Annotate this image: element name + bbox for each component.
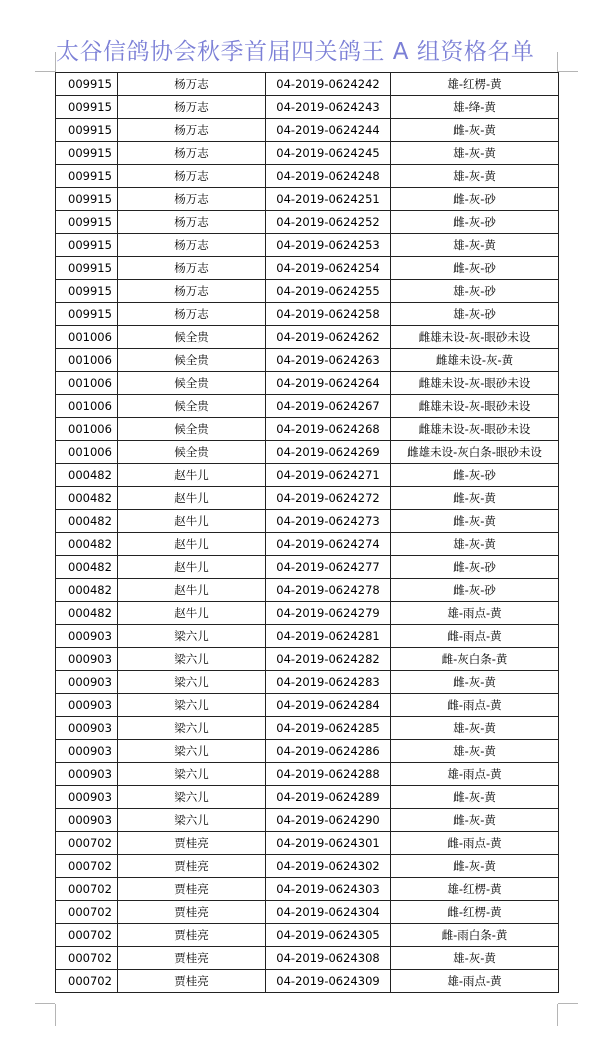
pigeon-description-cell: 雌-灰-黄 xyxy=(391,786,559,809)
table-row xyxy=(56,280,559,303)
pigeon-description-cell: 雄-灰-黄 xyxy=(391,165,559,188)
member-id-cell: 001006 xyxy=(56,372,118,395)
table-row xyxy=(56,786,559,809)
qualification-table xyxy=(55,72,559,993)
member-id-cell: 001006 xyxy=(56,441,118,464)
ring-number-cell: 04-2019-0624305 xyxy=(266,924,391,947)
member-id-cell: 009915 xyxy=(56,165,118,188)
ring-number-cell: 04-2019-0624277 xyxy=(266,556,391,579)
table-row xyxy=(56,947,559,970)
pigeon-description-cell: 雌-灰-砂 xyxy=(391,579,559,602)
ring-number-cell: 04-2019-0624304 xyxy=(266,901,391,924)
member-id-cell: 000702 xyxy=(56,947,118,970)
owner-name-cell: 梁六儿 xyxy=(118,763,266,786)
pigeon-description-cell: 雄-红楞-黄 xyxy=(391,73,559,96)
owner-name-cell: 杨万志 xyxy=(118,142,266,165)
owner-name-cell: 杨万志 xyxy=(118,165,266,188)
pigeon-description-cell: 雌-灰-砂 xyxy=(391,464,559,487)
owner-name-cell: 梁六儿 xyxy=(118,809,266,832)
owner-name-cell: 贾桂亮 xyxy=(118,947,266,970)
pigeon-description-cell: 雌雄未设-灰白条-眼砂未设 xyxy=(391,441,559,464)
pigeon-description-cell: 雌雄未设-灰-眼砂未设 xyxy=(391,418,559,441)
document-title: 太谷信鸽协会秋季首届四关鸽王 A 组资格名单 xyxy=(56,39,535,65)
ring-number-cell: 04-2019-0624308 xyxy=(266,947,391,970)
owner-name-cell: 梁六儿 xyxy=(118,671,266,694)
table-row xyxy=(56,579,559,602)
ring-number-cell: 04-2019-0624289 xyxy=(266,786,391,809)
pigeon-description-cell: 雄-雨点-黄 xyxy=(391,602,559,625)
table-row xyxy=(56,303,559,326)
ring-number-cell: 04-2019-0624279 xyxy=(266,602,391,625)
owner-name-cell: 赵牛儿 xyxy=(118,556,266,579)
ring-number-cell: 04-2019-0624272 xyxy=(266,487,391,510)
pigeon-description-cell: 雄-灰-黄 xyxy=(391,947,559,970)
crop-mark-bottom-left-horizontal xyxy=(35,1003,55,1004)
pigeon-description-cell: 雌-灰-黄 xyxy=(391,855,559,878)
member-id-cell: 000903 xyxy=(56,648,118,671)
pigeon-description-cell: 雌雄未设-灰-眼砂未设 xyxy=(391,395,559,418)
owner-name-cell: 梁六儿 xyxy=(118,740,266,763)
table-row xyxy=(56,924,559,947)
ring-number-cell: 04-2019-0624271 xyxy=(266,464,391,487)
member-id-cell: 000903 xyxy=(56,625,118,648)
pigeon-description-cell: 雄-灰-黄 xyxy=(391,142,559,165)
owner-name-cell: 候全贵 xyxy=(118,349,266,372)
member-id-cell: 000702 xyxy=(56,901,118,924)
crop-mark-top-right-horizontal xyxy=(558,71,578,72)
pigeon-description-cell: 雌-灰-砂 xyxy=(391,188,559,211)
owner-name-cell: 候全贵 xyxy=(118,372,266,395)
ring-number-cell: 04-2019-0624251 xyxy=(266,188,391,211)
member-id-cell: 000903 xyxy=(56,809,118,832)
ring-number-cell: 04-2019-0624244 xyxy=(266,119,391,142)
member-id-cell: 001006 xyxy=(56,418,118,441)
ring-number-cell: 04-2019-0624278 xyxy=(266,579,391,602)
pigeon-description-cell: 雌雄未设-灰-眼砂未设 xyxy=(391,326,559,349)
pigeon-description-cell: 雄-绛-黄 xyxy=(391,96,559,119)
ring-number-cell: 04-2019-0624263 xyxy=(266,349,391,372)
table-row xyxy=(56,73,559,96)
member-id-cell: 009915 xyxy=(56,257,118,280)
pigeon-description-cell: 雄-灰-砂 xyxy=(391,280,559,303)
table-row xyxy=(56,188,559,211)
member-id-cell: 009915 xyxy=(56,280,118,303)
ring-number-cell: 04-2019-0624252 xyxy=(266,211,391,234)
table-row xyxy=(56,418,559,441)
pigeon-description-cell: 雌-灰-黄 xyxy=(391,671,559,694)
table-row xyxy=(56,901,559,924)
pigeon-description-cell: 雄-灰-黄 xyxy=(391,533,559,556)
member-id-cell: 009915 xyxy=(56,234,118,257)
table-row xyxy=(56,510,559,533)
ring-number-cell: 04-2019-0624274 xyxy=(266,533,391,556)
ring-number-cell: 04-2019-0624301 xyxy=(266,832,391,855)
member-id-cell: 009915 xyxy=(56,142,118,165)
member-id-cell: 009915 xyxy=(56,73,118,96)
ring-number-cell: 04-2019-0624248 xyxy=(266,165,391,188)
table-row xyxy=(56,648,559,671)
ring-number-cell: 04-2019-0624309 xyxy=(266,970,391,993)
table-row xyxy=(56,165,559,188)
member-id-cell: 000702 xyxy=(56,970,118,993)
table-row xyxy=(56,464,559,487)
owner-name-cell: 杨万志 xyxy=(118,257,266,280)
pigeon-description-cell: 雌-红楞-黄 xyxy=(391,901,559,924)
owner-name-cell: 梁六儿 xyxy=(118,717,266,740)
member-id-cell: 001006 xyxy=(56,326,118,349)
pigeon-description-cell: 雌-灰-黄 xyxy=(391,487,559,510)
member-id-cell: 000903 xyxy=(56,763,118,786)
ring-number-cell: 04-2019-0624262 xyxy=(266,326,391,349)
crop-mark-bottom-right-horizontal xyxy=(558,1003,578,1004)
pigeon-description-cell: 雄-灰-黄 xyxy=(391,717,559,740)
member-id-cell: 000482 xyxy=(56,510,118,533)
table-row xyxy=(56,326,559,349)
ring-number-cell: 04-2019-0624254 xyxy=(266,257,391,280)
owner-name-cell: 赵牛儿 xyxy=(118,533,266,556)
pigeon-description-cell: 雌-灰白条-黄 xyxy=(391,648,559,671)
owner-name-cell: 贾桂亮 xyxy=(118,878,266,901)
member-id-cell: 009915 xyxy=(56,96,118,119)
member-id-cell: 000702 xyxy=(56,878,118,901)
table-body xyxy=(56,73,559,993)
table-row xyxy=(56,234,559,257)
pigeon-description-cell: 雌-灰-黄 xyxy=(391,119,559,142)
owner-name-cell: 赵牛儿 xyxy=(118,510,266,533)
crop-mark-top-left-horizontal xyxy=(35,71,55,72)
owner-name-cell: 贾桂亮 xyxy=(118,924,266,947)
crop-mark-bottom-right-vertical xyxy=(557,1004,558,1026)
table-row xyxy=(56,855,559,878)
pigeon-description-cell: 雌-灰-黄 xyxy=(391,809,559,832)
ring-number-cell: 04-2019-0624269 xyxy=(266,441,391,464)
member-id-cell: 001006 xyxy=(56,349,118,372)
ring-number-cell: 04-2019-0624243 xyxy=(266,96,391,119)
member-id-cell: 009915 xyxy=(56,188,118,211)
ring-number-cell: 04-2019-0624285 xyxy=(266,717,391,740)
owner-name-cell: 杨万志 xyxy=(118,119,266,142)
table-row xyxy=(56,96,559,119)
table-row xyxy=(56,602,559,625)
pigeon-description-cell: 雌-灰-黄 xyxy=(391,510,559,533)
pigeon-description-cell: 雄-灰-砂 xyxy=(391,303,559,326)
owner-name-cell: 贾桂亮 xyxy=(118,832,266,855)
owner-name-cell: 赵牛儿 xyxy=(118,487,266,510)
table-row xyxy=(56,740,559,763)
owner-name-cell: 赵牛儿 xyxy=(118,579,266,602)
owner-name-cell: 候全贵 xyxy=(118,441,266,464)
member-id-cell: 000482 xyxy=(56,487,118,510)
ring-number-cell: 04-2019-0624268 xyxy=(266,418,391,441)
owner-name-cell: 杨万志 xyxy=(118,73,266,96)
table-row xyxy=(56,694,559,717)
member-id-cell: 009915 xyxy=(56,119,118,142)
member-id-cell: 000903 xyxy=(56,717,118,740)
ring-number-cell: 04-2019-0624242 xyxy=(266,73,391,96)
pigeon-description-cell: 雌-雨点-黄 xyxy=(391,694,559,717)
member-id-cell: 009915 xyxy=(56,211,118,234)
table-row xyxy=(56,625,559,648)
table-row xyxy=(56,372,559,395)
ring-number-cell: 04-2019-0624245 xyxy=(266,142,391,165)
pigeon-description-cell: 雌雄未设-灰-眼砂未设 xyxy=(391,372,559,395)
member-id-cell: 000903 xyxy=(56,740,118,763)
owner-name-cell: 杨万志 xyxy=(118,234,266,257)
pigeon-description-cell: 雄-雨点-黄 xyxy=(391,970,559,993)
member-id-cell: 000482 xyxy=(56,579,118,602)
table-row xyxy=(56,211,559,234)
ring-number-cell: 04-2019-0624282 xyxy=(266,648,391,671)
table-row xyxy=(56,441,559,464)
pigeon-description-cell: 雌-灰-砂 xyxy=(391,257,559,280)
pigeon-description-cell: 雄-雨点-黄 xyxy=(391,763,559,786)
ring-number-cell: 04-2019-0624290 xyxy=(266,809,391,832)
ring-number-cell: 04-2019-0624288 xyxy=(266,763,391,786)
table-row xyxy=(56,717,559,740)
table-row xyxy=(56,395,559,418)
owner-name-cell: 赵牛儿 xyxy=(118,464,266,487)
ring-number-cell: 04-2019-0624283 xyxy=(266,671,391,694)
pigeon-description-cell: 雌-雨点-黄 xyxy=(391,625,559,648)
pigeon-description-cell: 雌-雨点-黄 xyxy=(391,832,559,855)
owner-name-cell: 杨万志 xyxy=(118,96,266,119)
owner-name-cell: 候全贵 xyxy=(118,418,266,441)
table-row xyxy=(56,809,559,832)
table-row xyxy=(56,832,559,855)
ring-number-cell: 04-2019-0624267 xyxy=(266,395,391,418)
member-id-cell: 000482 xyxy=(56,533,118,556)
owner-name-cell: 赵牛儿 xyxy=(118,602,266,625)
table-row xyxy=(56,257,559,280)
owner-name-cell: 杨万志 xyxy=(118,188,266,211)
member-id-cell: 000702 xyxy=(56,832,118,855)
owner-name-cell: 候全贵 xyxy=(118,395,266,418)
member-id-cell: 000482 xyxy=(56,464,118,487)
ring-number-cell: 04-2019-0624264 xyxy=(266,372,391,395)
table-row xyxy=(56,119,559,142)
ring-number-cell: 04-2019-0624286 xyxy=(266,740,391,763)
owner-name-cell: 杨万志 xyxy=(118,211,266,234)
member-id-cell: 000482 xyxy=(56,602,118,625)
member-id-cell: 000903 xyxy=(56,671,118,694)
pigeon-description-cell: 雌-灰-砂 xyxy=(391,556,559,579)
table-row xyxy=(56,878,559,901)
ring-number-cell: 04-2019-0624258 xyxy=(266,303,391,326)
owner-name-cell: 候全贵 xyxy=(118,326,266,349)
member-id-cell: 000482 xyxy=(56,556,118,579)
table-row xyxy=(56,142,559,165)
crop-mark-bottom-left-vertical xyxy=(55,1004,56,1026)
table-row xyxy=(56,671,559,694)
ring-number-cell: 04-2019-0624302 xyxy=(266,855,391,878)
pigeon-description-cell: 雄-红楞-黄 xyxy=(391,878,559,901)
ring-number-cell: 04-2019-0624284 xyxy=(266,694,391,717)
crop-mark-top-right-vertical xyxy=(557,52,558,72)
pigeon-description-cell: 雌-雨白条-黄 xyxy=(391,924,559,947)
pigeon-description-cell: 雌-灰-砂 xyxy=(391,211,559,234)
table-row xyxy=(56,556,559,579)
table-row xyxy=(56,349,559,372)
member-id-cell: 001006 xyxy=(56,395,118,418)
ring-number-cell: 04-2019-0624281 xyxy=(266,625,391,648)
ring-number-cell: 04-2019-0624255 xyxy=(266,280,391,303)
pigeon-description-cell: 雄-灰-黄 xyxy=(391,740,559,763)
ring-number-cell: 04-2019-0624253 xyxy=(266,234,391,257)
owner-name-cell: 梁六儿 xyxy=(118,625,266,648)
member-id-cell: 000903 xyxy=(56,694,118,717)
pigeon-description-cell: 雌雄未设-灰-黄 xyxy=(391,349,559,372)
member-id-cell: 009915 xyxy=(56,303,118,326)
ring-number-cell: 04-2019-0624303 xyxy=(266,878,391,901)
table-row xyxy=(56,487,559,510)
member-id-cell: 000702 xyxy=(56,924,118,947)
owner-name-cell: 梁六儿 xyxy=(118,786,266,809)
owner-name-cell: 杨万志 xyxy=(118,303,266,326)
owner-name-cell: 贾桂亮 xyxy=(118,855,266,878)
ring-number-cell: 04-2019-0624273 xyxy=(266,510,391,533)
member-id-cell: 000903 xyxy=(56,786,118,809)
owner-name-cell: 贾桂亮 xyxy=(118,901,266,924)
table-row xyxy=(56,763,559,786)
table-row xyxy=(56,533,559,556)
table-row xyxy=(56,970,559,993)
owner-name-cell: 杨万志 xyxy=(118,280,266,303)
owner-name-cell: 梁六儿 xyxy=(118,694,266,717)
owner-name-cell: 梁六儿 xyxy=(118,648,266,671)
member-id-cell: 000702 xyxy=(56,855,118,878)
pigeon-description-cell: 雄-灰-黄 xyxy=(391,234,559,257)
owner-name-cell: 贾桂亮 xyxy=(118,970,266,993)
